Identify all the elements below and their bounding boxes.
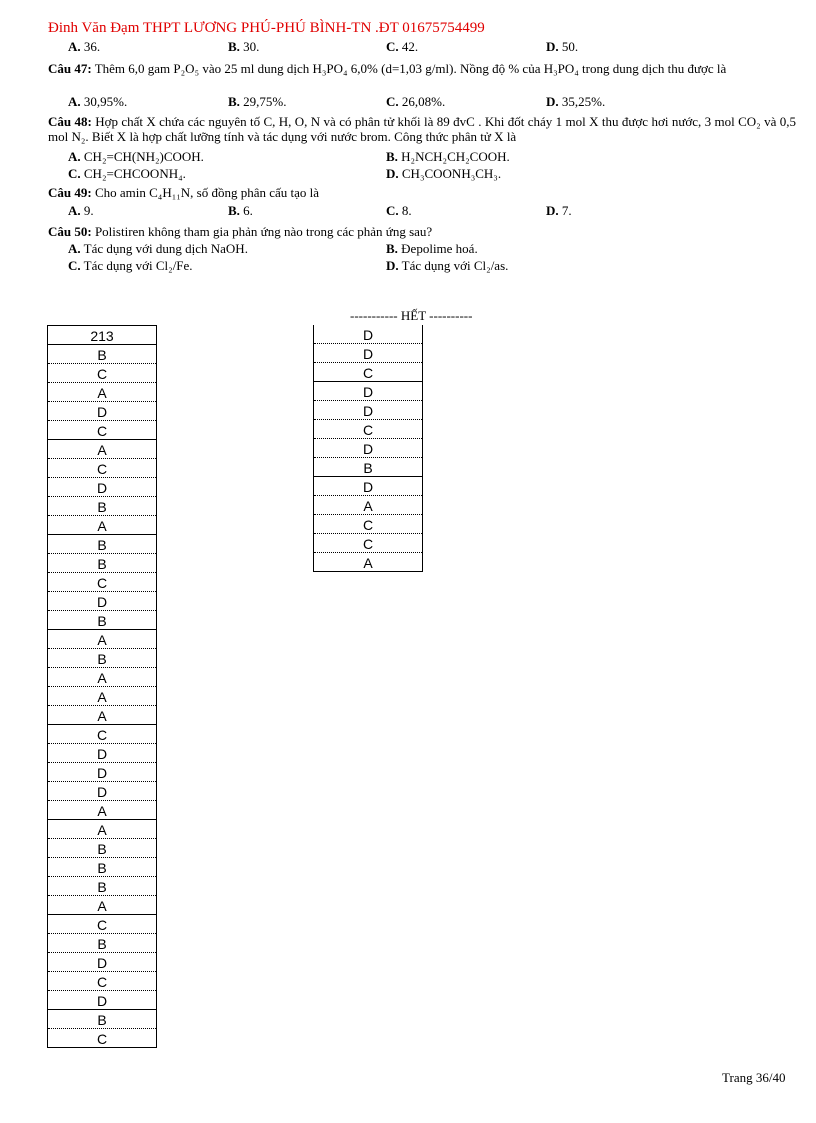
answer-row bbox=[314, 534, 423, 553]
q47-option-d: D. 35,25%. bbox=[546, 94, 606, 109]
answer-cell: C bbox=[314, 420, 423, 439]
answer-row bbox=[48, 1010, 157, 1029]
answer-cell: C bbox=[314, 515, 423, 534]
answer-cell: C bbox=[48, 1029, 157, 1048]
answer-row bbox=[314, 553, 423, 572]
answer-cell: C bbox=[48, 915, 157, 934]
answer-cell: C bbox=[48, 573, 157, 592]
q49-option-b: B. 6. bbox=[228, 203, 253, 218]
answer-cell: A bbox=[314, 496, 423, 515]
question-text: Thêm 6,0 gam P₂O₅ vào 25 ml dung dịch H₃PO₄ 6,0% (d=1,03 g/ml). Nồng độ % của H₃PO₄ trong dung dịch thu được là bbox=[94, 61, 727, 76]
answer-row bbox=[48, 497, 157, 516]
answer-cell: D bbox=[48, 402, 157, 421]
answer-cell: B bbox=[48, 554, 157, 573]
answer-row bbox=[314, 496, 423, 515]
answer-row bbox=[314, 515, 423, 534]
answer-row bbox=[48, 972, 157, 991]
answer-cell: D bbox=[314, 401, 423, 420]
answer-cell: D bbox=[48, 763, 157, 782]
q46-option-d: D. 50. bbox=[546, 39, 579, 54]
answer-row bbox=[48, 535, 157, 554]
answer-row bbox=[48, 630, 157, 649]
q48-option-d: D. CH₃COONH₃CH₃. bbox=[386, 166, 502, 181]
answer-cell: C bbox=[48, 972, 157, 991]
answer-cell: C bbox=[48, 459, 157, 478]
question-text: Cho amin C₄H₁₁N, số đồng phân cấu tạo là bbox=[94, 185, 320, 200]
answer-cell: A bbox=[48, 668, 157, 687]
q49-option-a: A. 9. bbox=[68, 203, 94, 218]
answer-table-2 bbox=[313, 325, 423, 572]
answer-cell: C bbox=[48, 364, 157, 383]
question-text: Hợp chất X chứa các nguyên tố C, H, O, N và có phân tử khối là 89 đvC . Khi đốt cháy 1 mol X thu được hơi nước, 3 mol CO₂ và 0,5 mol N₂. Biết X là hợp chất lưỡng tính và tác dụng với nước brom. Công thức phân tử X là bbox=[48, 114, 796, 144]
question-label: Câu 47: bbox=[48, 61, 92, 76]
answer-row bbox=[48, 744, 157, 763]
answer-row bbox=[314, 382, 423, 401]
answer-cell: D bbox=[48, 744, 157, 763]
q50-option-a: A. Tác dụng với dung dịch NaOH. bbox=[68, 241, 248, 256]
answer-cell: A bbox=[314, 553, 423, 572]
question-49 bbox=[48, 185, 796, 200]
answer-row bbox=[314, 401, 423, 420]
answer-row bbox=[48, 801, 157, 820]
answer-row bbox=[48, 839, 157, 858]
answer-cell: D bbox=[314, 382, 423, 401]
q46-option-a: A. 36. bbox=[68, 39, 101, 54]
answer-row bbox=[314, 363, 423, 382]
q48-option-a: A. CH₂=CH(NH₂)COOH. bbox=[68, 149, 204, 164]
answer-row bbox=[48, 877, 157, 896]
answer-cell: B bbox=[48, 345, 157, 364]
answer-cell: D bbox=[48, 478, 157, 497]
question-label: Câu 50: bbox=[48, 224, 92, 239]
answer-cell: D bbox=[48, 592, 157, 611]
answer-cell: A bbox=[48, 630, 157, 649]
page-number: Trang 36/40 bbox=[722, 1070, 786, 1085]
question-48 bbox=[48, 114, 796, 144]
q50-option-d: D. Tác dụng với Cl₂/as. bbox=[386, 258, 509, 273]
answer-row bbox=[48, 820, 157, 839]
answer-cell: C bbox=[314, 534, 423, 553]
answer-row bbox=[314, 325, 423, 344]
question-text: Polistiren không tham gia phản ứng nào trong các phản ứng sau? bbox=[94, 224, 433, 239]
q47-option-b: B. 29,75%. bbox=[228, 94, 287, 109]
q49-option-d: D. 7. bbox=[546, 203, 572, 218]
q49-option-c: C. 8. bbox=[386, 203, 412, 218]
answer-cell: B bbox=[48, 839, 157, 858]
q48-option-b: B. H₂NCH₂CH₂COOH. bbox=[386, 149, 510, 164]
question-50 bbox=[48, 224, 796, 239]
answer-row bbox=[48, 687, 157, 706]
answer-row bbox=[314, 439, 423, 458]
answer-row bbox=[48, 478, 157, 497]
answer-cell: B bbox=[48, 877, 157, 896]
answer-row bbox=[48, 573, 157, 592]
q50-option-b: B. Đepolime hoá. bbox=[386, 241, 478, 256]
answer-cell: A bbox=[48, 706, 157, 725]
answer-row bbox=[314, 420, 423, 439]
answer-row bbox=[48, 915, 157, 934]
answer-cell: A bbox=[48, 820, 157, 839]
page-header: Đinh Văn Đạm THPT LƯƠNG PHÚ-PHÚ BÌNH-TN .ĐT 01675754499 bbox=[48, 20, 485, 36]
answer-row bbox=[48, 516, 157, 535]
answer-row bbox=[48, 345, 157, 364]
answer-row bbox=[48, 592, 157, 611]
answer-cell: B bbox=[48, 497, 157, 516]
answer-cell: B bbox=[48, 1010, 157, 1029]
answer-cell: D bbox=[314, 439, 423, 458]
answer-row bbox=[48, 402, 157, 421]
answer-cell: B bbox=[314, 458, 423, 477]
answer-row bbox=[48, 725, 157, 744]
answer-row bbox=[48, 459, 157, 478]
q47-option-a: A. 30,95%. bbox=[68, 94, 128, 109]
answer-row bbox=[48, 554, 157, 573]
answer-row bbox=[48, 953, 157, 972]
answer-cell: D bbox=[314, 344, 423, 363]
end-marker: ----------- HẾT ---------- bbox=[350, 308, 473, 323]
answer-cell: A bbox=[48, 687, 157, 706]
answer-row bbox=[48, 706, 157, 725]
answer-cell: 213 bbox=[48, 326, 157, 345]
answer-row bbox=[48, 668, 157, 687]
answer-cell: D bbox=[48, 782, 157, 801]
answer-row bbox=[48, 383, 157, 402]
answer-cell: B bbox=[48, 858, 157, 877]
answer-cell: B bbox=[48, 649, 157, 668]
answer-cell: A bbox=[48, 801, 157, 820]
q46-option-b: B. 30. bbox=[228, 39, 260, 54]
answer-row bbox=[48, 440, 157, 459]
q47-option-c: C. 26,08%. bbox=[386, 94, 446, 109]
answer-row bbox=[48, 1029, 157, 1048]
question-label: Câu 49: bbox=[48, 185, 92, 200]
answer-cell: C bbox=[48, 421, 157, 440]
answer-cell: D bbox=[314, 325, 423, 344]
answer-row bbox=[48, 611, 157, 630]
q50-option-c: C. Tác dụng với Cl₂/Fe. bbox=[68, 258, 193, 273]
answer-row bbox=[48, 364, 157, 383]
answer-cell: A bbox=[48, 383, 157, 402]
answer-cell: C bbox=[48, 725, 157, 744]
answer-row bbox=[48, 763, 157, 782]
answer-table-1 bbox=[47, 325, 157, 1048]
answer-row bbox=[48, 421, 157, 440]
answer-row bbox=[314, 458, 423, 477]
answer-row bbox=[48, 649, 157, 668]
answer-row bbox=[48, 326, 157, 345]
answer-cell: B bbox=[48, 611, 157, 630]
answer-cell: B bbox=[48, 934, 157, 953]
answer-cell: A bbox=[48, 516, 157, 535]
answer-row bbox=[48, 896, 157, 915]
answer-cell: D bbox=[48, 991, 157, 1010]
answer-row bbox=[314, 477, 423, 496]
answer-cell: D bbox=[48, 953, 157, 972]
answer-cell: D bbox=[314, 477, 423, 496]
answer-row bbox=[48, 858, 157, 877]
answer-row bbox=[48, 934, 157, 953]
answer-cell: A bbox=[48, 440, 157, 459]
q48-option-c: C. CH₂=CHCOONH₄. bbox=[68, 166, 186, 181]
answer-row bbox=[48, 782, 157, 801]
question-label: Câu 48: bbox=[48, 114, 92, 129]
answer-cell: A bbox=[48, 896, 157, 915]
answer-row bbox=[48, 991, 157, 1010]
question-47 bbox=[48, 61, 796, 76]
answer-cell: B bbox=[48, 535, 157, 554]
answer-row bbox=[314, 344, 423, 363]
answer-cell: C bbox=[314, 363, 423, 382]
q46-option-c: C. 42. bbox=[386, 39, 419, 54]
